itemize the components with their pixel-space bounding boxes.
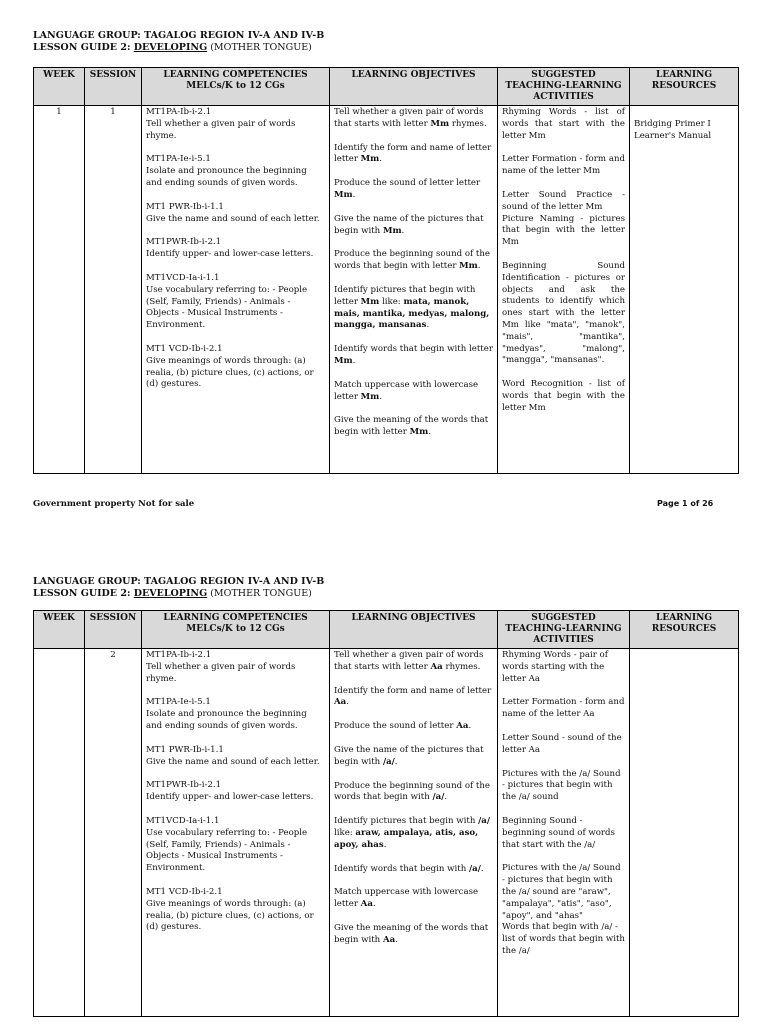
column-header-activities: SUGGESTED TEACHING-LEARNING ACTIVITIES bbox=[498, 68, 630, 106]
competency-item: MT1PA-Ie-i-5.1 Isolate and pronounce the beginning and ending sounds of given words. bbox=[146, 697, 307, 731]
lesson-guide-line bbox=[33, 42, 324, 54]
objective-item: Identify pictures that begin with letter Mm like: mata, manok, mais, mantika, medyas, malong, mangga, mansanas. bbox=[334, 284, 490, 331]
objective-item: Give the meaning of the words that begin with Aa. bbox=[334, 922, 489, 945]
session-cell: 1 bbox=[85, 106, 142, 474]
session-cell: 2 bbox=[85, 649, 142, 1017]
objective-item: Produce the beginning sound of the words that begin with letter Mm. bbox=[334, 249, 491, 272]
competency-item: MT1PWR-Ib-i-2.1 Identify upper- and lower-case letters. bbox=[146, 237, 314, 260]
competency-item: MT1PA-Ib-i-2.1 Tell whether a given pair of words rhyme. bbox=[146, 650, 296, 684]
activity-item: Letter Sound Practice - sound of the letter Mm Picture Naming - pictures that begin with the letter Mm bbox=[502, 189, 625, 248]
activity-item: Letter Formation - form and name of the letter Mm bbox=[502, 154, 625, 177]
resources-cell bbox=[630, 106, 739, 474]
objective-item: Match uppercase with lowercase letter Aa. bbox=[334, 887, 479, 910]
week-cell bbox=[34, 649, 85, 1017]
column-header-competencies: LEARNING COMPETENCIES MELCs/K to 12 CGs bbox=[142, 68, 330, 106]
objective-item: Produce the sound of letter Aa. bbox=[334, 721, 472, 732]
resource-item: Bridging Primer I Learner's Manual bbox=[634, 119, 712, 141]
page-header bbox=[33, 30, 324, 54]
objective-item: Give the name of the pictures that begin with Mm. bbox=[334, 213, 484, 236]
objective-item: Produce the sound of letter letter Mm. bbox=[334, 178, 481, 200]
column-header-resources: LEARNING RESOURCES bbox=[630, 611, 739, 649]
lesson-guide-stage: DEVELOPING bbox=[133, 588, 208, 599]
objectives-cell bbox=[330, 649, 498, 1017]
competency-item: MT1PWR-Ib-i-2.1 Identify upper- and lower-case letters. bbox=[146, 780, 314, 803]
competencies-cell bbox=[142, 106, 330, 474]
objectives-cell bbox=[330, 106, 498, 474]
activity-item: Letter Sound - sound of the letter Aa bbox=[502, 732, 622, 755]
page-number: Page 1 of 26 bbox=[657, 499, 714, 508]
activity-item: Letter Formation - form and name of the letter Aa bbox=[502, 697, 625, 720]
lesson-guide-prefix: LESSON GUIDE 2: bbox=[33, 588, 134, 599]
objective-item: Tell whether a given pair of words that starts with letter Mm rhymes. bbox=[334, 107, 487, 129]
competency-item: MT1VCD-Ia-i-1.1 Use vocabulary referring to: - People (Self, Family, Friends) - Animals - Objects - Musical Instruments - Environment. bbox=[146, 815, 308, 874]
language-group-line: LANGUAGE GROUP: TAGALOG REGION IV-A AND IV-B bbox=[33, 30, 325, 41]
column-header-competencies: LEARNING COMPETENCIES MELCs/K to 12 CGs bbox=[142, 611, 330, 649]
competency-item: MT1 PWR-Ib-i-1.1 Give the name and sound of each letter. bbox=[146, 744, 320, 767]
lesson-guide-prefix: LESSON GUIDE 2: bbox=[33, 42, 134, 53]
lesson-guide-subject: (MOTHER TONGUE) bbox=[207, 588, 312, 599]
objective-item: Identify the form and name of letter letter Mm. bbox=[334, 142, 492, 165]
activity-item: Rhyming Words - pair of words starting with the letter Aa bbox=[502, 650, 608, 684]
competency-item: MT1VCD-Ia-i-1.1 Use vocabulary referring to: - People (Self, Family, Friends) - Animals - Objects - Musical Instruments - Environment. bbox=[146, 272, 308, 331]
lesson-table bbox=[33, 67, 739, 474]
activities-cell bbox=[498, 649, 630, 1017]
table-row bbox=[34, 649, 739, 1017]
objective-item: Give the name of the pictures that begin with /a/. bbox=[334, 744, 484, 767]
footer-notice: Government property Not for sale bbox=[33, 499, 195, 509]
competency-item: MT1 VCD-Ib-i-2.1 Give meanings of words through: (a) realia, (b) picture clues, (c) actions, or (d) gestures. bbox=[146, 886, 314, 933]
document-page-2 bbox=[0, 530, 768, 1024]
column-header-objectives: LEARNING OBJECTIVES bbox=[330, 68, 498, 106]
column-header-session: SESSION bbox=[85, 68, 142, 106]
lesson-guide-stage: DEVELOPING bbox=[133, 42, 208, 53]
page-header bbox=[33, 576, 324, 600]
activity-item: Word Recognition - list of words that begin with the letter Mm bbox=[502, 379, 625, 413]
resources-cell bbox=[630, 649, 739, 1017]
competency-item: MT1 PWR-Ib-i-1.1 Give the name and sound of each letter. bbox=[146, 201, 320, 224]
lesson-guide-line bbox=[33, 588, 324, 600]
activities-cell bbox=[498, 106, 630, 474]
lesson-guide-subject: (MOTHER TONGUE) bbox=[207, 42, 312, 53]
column-header-objectives: LEARNING OBJECTIVES bbox=[330, 611, 498, 649]
objective-item: Tell whether a given pair of words that starts with letter Aa rhymes. bbox=[334, 650, 484, 672]
column-header-week: WEEK bbox=[34, 68, 85, 106]
activity-item: Beginning Sound Identification - pictures or objects and ask the students to identify which ones start with the letter Mm like "mata", "manok", "mais", "mantika", "medyas", "malong", "mangga", "mansanas". bbox=[502, 260, 625, 366]
activity-item: Pictures with the /a/ Sound - pictures that begin with the /a/ sound bbox=[502, 768, 621, 803]
column-header-session: SESSION bbox=[85, 611, 142, 649]
column-header-week: WEEK bbox=[34, 611, 85, 649]
competency-item: MT1 VCD-Ib-i-2.1 Give meanings of words through: (a) realia, (b) picture clues, (c) actions, or (d) gestures. bbox=[146, 343, 314, 390]
objective-item: Identify words that begin with letter Mm. bbox=[334, 344, 493, 366]
column-header-activities: SUGGESTED TEACHING-LEARNING ACTIVITIES bbox=[498, 611, 630, 649]
week-cell: 1 bbox=[34, 106, 85, 474]
table-row bbox=[34, 106, 739, 474]
competency-item: MT1PA-Ib-i-2.1 Tell whether a given pair of words rhyme. bbox=[146, 107, 296, 141]
activity-item: Pictures with the /a/ Sound - pictures that begin with the /a/ sound are "araw", "ampalaya", "atis", "aso", "apoy", and "ahas" Words that begin with /a/ - list of words that begin with the /a/ bbox=[502, 863, 625, 956]
activity-item: Rhyming Words - list of words that start with the letter Mm bbox=[502, 107, 625, 141]
objective-item: Match uppercase with lowercase letter Mm. bbox=[334, 379, 479, 402]
lesson-table bbox=[33, 610, 739, 1017]
objective-item: Identify the form and name of letter Aa. bbox=[334, 685, 492, 708]
language-group-line: LANGUAGE GROUP: TAGALOG REGION IV-A AND IV-B bbox=[33, 576, 325, 587]
objective-item: Produce the beginning sound of the words that begin with /a/. bbox=[334, 780, 491, 803]
objective-item: Give the meaning of the words that begin with letter Mm. bbox=[334, 415, 489, 438]
column-header-resources: LEARNING RESOURCES bbox=[630, 68, 739, 106]
table-header-row bbox=[34, 68, 739, 106]
objective-item: Identify words that begin with /a/. bbox=[334, 863, 484, 874]
table-header-row bbox=[34, 611, 739, 649]
activity-item: Beginning Sound - beginning sound of words that start with the /a/ bbox=[502, 815, 615, 850]
objective-item: Identify pictures that begin with /a/ like: araw, ampalaya, atis, aso, apoy, ahas. bbox=[334, 816, 490, 850]
competencies-cell bbox=[142, 649, 330, 1017]
competency-item: MT1PA-Ie-i-5.1 Isolate and pronounce the beginning and ending sounds of given words. bbox=[146, 154, 307, 188]
